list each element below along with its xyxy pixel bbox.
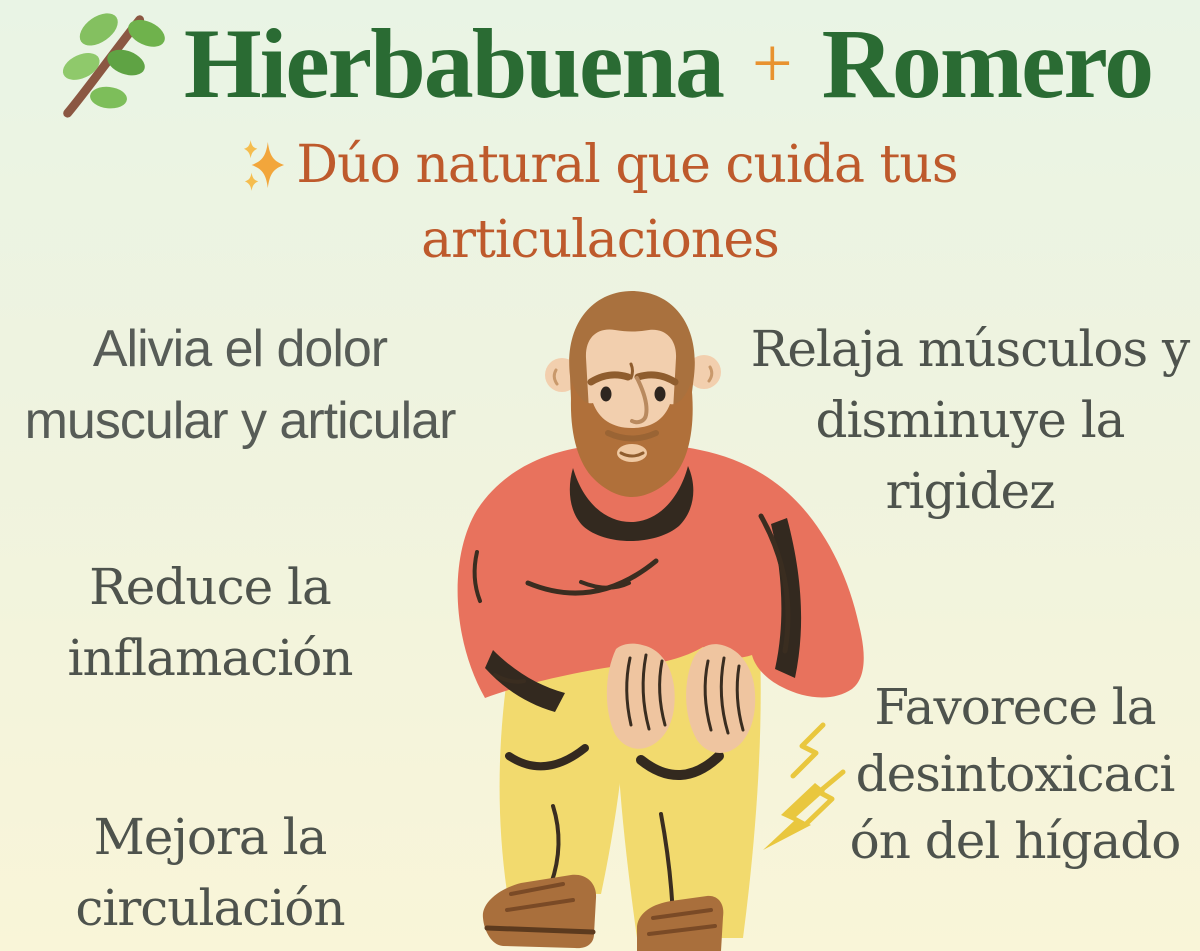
benefit-reduce-inflamacion: [38, 552, 382, 694]
benefit-line: Mejora la: [93, 808, 327, 866]
page-title: [183, 8, 1153, 119]
title-plus: +: [752, 23, 793, 103]
benefit-line: circulación: [75, 879, 345, 937]
benefit-line: Reduce la: [89, 558, 331, 616]
man-holding-knee-illustration: [425, 278, 870, 951]
benefit-line: Favorece la: [874, 678, 1156, 736]
benefit-line: rigidez: [885, 462, 1055, 520]
subtitle-line-1: [0, 128, 1200, 203]
benefit-line: inflamación: [67, 629, 353, 687]
benefit-line: desintoxicaci: [855, 745, 1175, 803]
benefit-line: ón del hígado: [849, 812, 1181, 870]
benefit-line: Relaja músculos y: [750, 320, 1190, 378]
subtitle-line-2: articulaciones: [421, 210, 779, 271]
pain-bolts-icon: [763, 725, 843, 850]
herb-branch-icon: [48, 8, 170, 120]
benefit-mejora-circulacion: [38, 802, 382, 944]
title-word-hierbabuena: Hierbabuena: [183, 8, 724, 119]
benefit-alivia-dolor: [0, 314, 480, 458]
benefit-favorece-desintoxicacion: [830, 674, 1200, 875]
benefit-line: disminuye la: [815, 391, 1125, 449]
sparkles-icon: [242, 136, 286, 194]
benefit-line: Alivia el dolor: [92, 320, 388, 378]
subtitle-text-1: Dúo natural que cuida tus: [296, 135, 958, 195]
title-word-romero: Romero: [821, 8, 1153, 119]
header: [0, 0, 1200, 128]
subtitle: [0, 128, 1200, 279]
benefit-line: muscular y articular: [24, 391, 456, 450]
